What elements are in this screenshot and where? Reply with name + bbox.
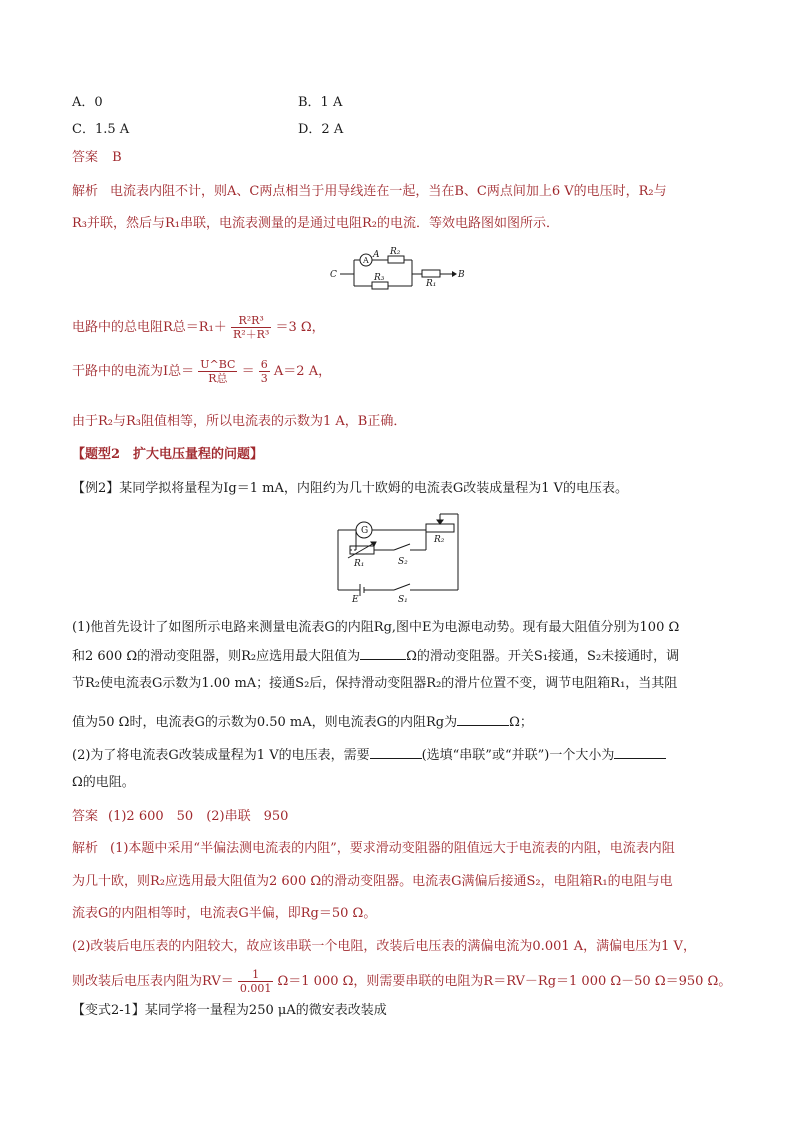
answer-blank-1[interactable] — [360, 647, 406, 660]
resistor-r3 — [372, 282, 388, 289]
half-deflection-circuit-diagram — [330, 510, 466, 602]
s1-label: S₁ — [398, 595, 408, 602]
resistor-r2 — [388, 256, 404, 263]
question-1-line-3: 节R₂使电流表G示数为1.00 mA；接通S₂后，保持滑动变阻器R₂的滑片位置不变，调节电阻箱R₁，当其阻 — [72, 676, 678, 691]
rheostat-r2 — [426, 524, 454, 532]
answer-2: 答案 (1)2 600 50 (2)串联 950 — [72, 809, 289, 824]
node-b-label: B — [458, 270, 465, 280]
node-c-label: C — [330, 270, 337, 280]
question-1-line-2: 和2 600 Ω的滑动变阻器，则R₂应选用最大阻值为 Ω的滑动变阻器。开关S₁接通，S₂未接通时，调 — [72, 649, 680, 664]
r2-label: R₂ — [434, 535, 445, 545]
question-2-line-2: Ω的电阻。 — [72, 775, 135, 790]
answer-blank-2[interactable] — [457, 713, 509, 726]
s2-label: S₂ — [398, 557, 408, 567]
answer-1 — [72, 149, 122, 167]
question-2-line-1: (2)为了将电流表G改装成量程为1 V的电压表，需要 (选填“串联”或“并联”)一个大小为 — [72, 746, 666, 765]
option-b: B．1 A — [298, 95, 343, 110]
r1-label: R₁ — [426, 279, 437, 289]
analysis-2-line-3: 流表G的内阻相等时，电流表G半偏，即Rg＝50 Ω。 — [72, 906, 377, 921]
node-a-label: A — [373, 250, 380, 260]
switch-s1 — [394, 584, 410, 590]
analysis-1-conclusion: 由于R₂与R₃阻值相等，所以电流表的示数为1 A，B正确． — [72, 414, 407, 429]
e-label: E — [352, 595, 359, 602]
r3-label: R₃ — [374, 273, 385, 283]
answer-label: 答案 — [72, 150, 99, 165]
ammeter-label: A — [363, 256, 369, 265]
analysis-2-line-4: (2)改装后电压表的内阻较大，故应该串联一个电阻，改装后电压表的满偏电流为0.001 A，满偏电压为1 V， — [72, 939, 696, 954]
analysis-1-line-2: R₃并联，然后与R₁串联，电流表测量的是通过电阻R₂的电流．等效电路图如图所示． — [72, 216, 559, 231]
analysis-1-total-current: 干路中的电流为I总＝ $\frac{U\^{}BC}{\text{R总}}$ ＝ $\frac{6}{3}$ A＝2 A， — [72, 358, 332, 385]
option-c: C．1.5 A — [72, 122, 130, 137]
option-a: A．0 — [72, 95, 103, 110]
resistor-r1 — [422, 270, 440, 277]
analysis-1-line-1: 解析 电流表内阻不计，则A、C两点相当于用导线连在一起，当在B、C两点间加上6 V的电压时，R₂与 — [72, 184, 667, 199]
example-2-intro: 【例2】某同学拟将量程为Ig＝1 mA，内阻约为几十欧姆的电流表G改装成量程为1 V的电压表。 — [72, 481, 629, 496]
analysis-2-line-2: 为几十欧，则R₂应选用最大阻值为2 600 Ω的滑动变阻器。电流表G满偏后接通S₂，电阻箱R₁的电阻与电 — [72, 874, 673, 889]
answer-blank-4[interactable] — [614, 746, 666, 759]
equivalent-circuit-diagram — [326, 246, 466, 292]
question-1-line-4: 值为50 Ω时，电流表G的示数为0.50 mA，则电流表G的内阻Rg为 Ω； — [72, 715, 533, 730]
r1-label: R₁ — [354, 559, 365, 569]
switch-s2 — [394, 544, 410, 550]
variant-2-1: 【变式2-1】某同学将一量程为250 μA的微安表改装成 — [72, 1003, 387, 1018]
analysis-2-line-1: 解析 (1)本题中采用“半偏法测电流表的内阻”，要求滑动变阻器的阻值远大于电流表的内阻，电流表内阻 — [72, 841, 675, 856]
analysis-1-total-resistance: 电路中的总电阻R总＝R₁＋ $\frac{\text{R²R³}}{\text{R²＋R³}}$ ＝3 Ω， — [72, 314, 325, 341]
galvanometer-label: G — [361, 526, 369, 536]
answer-blank-3[interactable] — [370, 746, 422, 759]
analysis-2-line-5: 则改装后电压表内阻为RV＝ $\frac{1}{0.001}$ Ω＝1 000 Ω，则需要串联的电阻为R＝RV－Rg＝1 000 Ω－50 Ω＝950 Ω。 — [72, 968, 732, 995]
r2-label: R₂ — [390, 247, 401, 257]
answer-value: B — [112, 150, 122, 165]
option-d: D．2 A — [298, 122, 344, 137]
question-1-line-1: (1)他首先设计了如图所示电路来测量电流表G的内阻Rg,图中E为电源电动势。现有最大阻值分别为100 Ω — [72, 620, 680, 635]
section-heading: 【题型2 扩大电压量程的问题】 — [72, 447, 264, 462]
